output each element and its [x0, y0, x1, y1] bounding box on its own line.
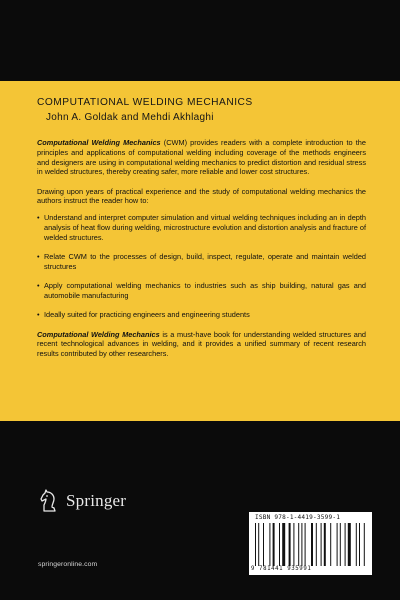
list-item [37, 252, 366, 272]
barcode-icon [255, 523, 367, 566]
intro-emphasis: Computational Welding Mechanics [37, 138, 161, 147]
description-panel [0, 81, 400, 421]
list-item-text: Ideally suited for practicing engineers and engineering students [44, 310, 250, 320]
isbn-label: ISBN 978-1-4419-3599-1 [255, 514, 341, 521]
closing-emphasis: Computational Welding Mechanics [37, 329, 160, 339]
bullet-icon: • [37, 281, 40, 291]
intro-paragraph [37, 138, 366, 177]
list-item [37, 281, 366, 301]
list-item [37, 310, 366, 320]
list-item [37, 213, 366, 242]
description-body [37, 138, 366, 369]
publisher-name: Springer [66, 491, 127, 510]
feature-list [37, 213, 366, 320]
intro-text: (CWM) provides readers with a complete introduction to the principles and applications of computational welding including coverage of the methods engineers and designers are using in computational welding mechanics to predict distortion and residual stress in welded structures, thereby creating safer, more reliable and lower cost structures. [37, 138, 366, 177]
bullet-icon: • [37, 252, 40, 262]
isbn-barcode [249, 512, 372, 575]
closing-paragraph [37, 330, 366, 359]
chess-knight-icon [38, 489, 60, 513]
list-item-text: Relate CWM to the processes of design, build, inspect, regulate, operate and maintain welded structures [44, 252, 366, 271]
list-item-text: Understand and interpret computer simulation and virtual welding techniques including an in depth analysis of heat flow during welding, microstructure evolution and distortion analysis and fracture of welded structures. [44, 213, 366, 242]
list-item-text: Apply computational welding mechanics to industries such as ship building, natural gas and automobile manufacturing [44, 281, 366, 301]
bullet-icon: • [37, 310, 40, 320]
bullet-icon: • [37, 213, 40, 223]
ean-digits: 9 781441 935991 [251, 566, 312, 572]
book-authors: John A. Goldak and Mehdi Akhlaghi [46, 112, 214, 123]
closing-text: is a must-have book for understanding welded structures and recent technological advances in welding, and it provides a unified summary of recent research results contributed by other researchers. [37, 329, 366, 359]
book-title: COMPUTATIONAL WELDING MECHANICS [37, 97, 253, 108]
lead-paragraph: Drawing upon years of practical experience and the study of computational welding mechanics the authors instruct the reader how to: [37, 186, 366, 206]
publisher-url[interactable]: springeronline.com [38, 561, 98, 568]
publisher-logo [38, 489, 126, 513]
